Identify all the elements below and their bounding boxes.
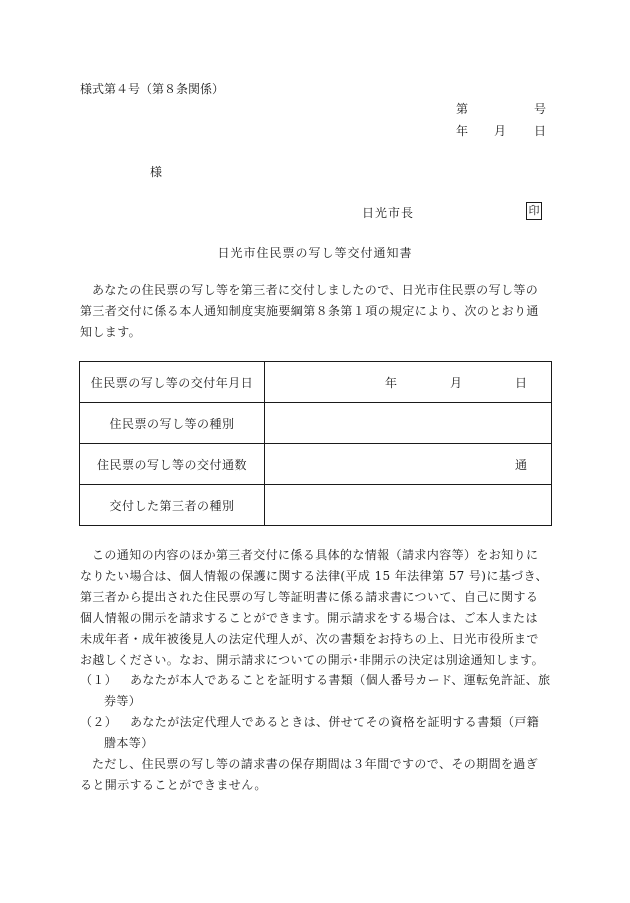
date-day: 日	[534, 124, 547, 138]
table-row	[80, 485, 552, 526]
table-year: 年	[385, 376, 398, 390]
row-value-count	[265, 444, 552, 485]
row-value-issue-date	[265, 362, 552, 403]
intro-line: 知します。	[80, 325, 142, 339]
item-number: （２）	[80, 715, 118, 729]
item-continuation: 券等）	[104, 694, 142, 708]
form-number: 様式第４号（第８条関係）	[80, 82, 225, 96]
document-title: 日光市住民票の写し等交付通知書	[217, 246, 413, 260]
intro-line: あなたの住民票の写し等を第三者に交付しましたので、日光市住民票の写し等の	[92, 283, 539, 297]
row-label-issue-date: 住民票の写し等の交付年月日	[80, 362, 265, 403]
issue-number-suffix: 号	[534, 102, 547, 116]
row-label-type: 住民票の写し等の種別	[80, 403, 265, 444]
intro-line: 第三者交付に係る本人通知制度実施要綱第８条第１項の規定により、次のとおり通	[80, 304, 539, 318]
closing-paragraph	[80, 754, 552, 796]
item-continuation: 謄本等）	[104, 736, 154, 750]
table-row	[80, 362, 552, 403]
body-line: 個人情報の開示を請求することができます。開示請求をする場合は、ご本人または	[80, 611, 538, 625]
intro-paragraph	[80, 280, 552, 343]
seal-mark: 印	[526, 202, 542, 220]
date-month: 月	[494, 124, 507, 138]
item-text: あなたが本人であることを証明する書類（個人番号カード、運転免許証、旅	[130, 673, 551, 687]
disclosure-paragraph	[80, 545, 552, 671]
table-row	[80, 444, 552, 485]
date-year: 年	[456, 124, 469, 138]
body-line: この通知の内容のほか第三者交付に係る具体的な情報（請求内容等）をお知りに	[92, 548, 539, 562]
body-line: 第三者から提出された住民票の写し等証明書に係る請求書について、自己に関する	[80, 590, 539, 604]
table-count-unit: 通	[515, 458, 528, 472]
table-row	[80, 403, 552, 444]
body-line: お越しください。なお、開示請求についての開示･非開示の決定は別途通知します。	[80, 653, 545, 667]
issuer-name: 日光市長	[362, 206, 415, 220]
issue-number-prefix: 第	[456, 102, 469, 116]
closing-line: ると開示することができません。	[80, 778, 267, 792]
item-number: （１）	[80, 673, 118, 687]
row-value-third-party	[265, 485, 552, 526]
addressee: 様	[150, 165, 163, 179]
closing-line: ただし、住民票の写し等の請求書の保存期間は３年間ですので、その期間を過ぎ	[92, 757, 539, 771]
body-line: 未成年者・成年被後見人の法定代理人が、次の書類をお持ちの上、日光市役所まで	[80, 632, 539, 646]
table-day: 日	[515, 376, 528, 390]
notification-table	[79, 361, 552, 526]
item-text: あなたが法定代理人であるときは、併せてその資格を証明する書類（戸籍	[130, 715, 540, 729]
body-line: なりたい場合は、個人情報の保護に関する法律(平成 15 年法律第 57 号)に基づき、	[80, 569, 548, 583]
row-value-type	[265, 403, 552, 444]
table-month: 月	[450, 376, 463, 390]
row-label-third-party: 交付した第三者の種別	[80, 485, 265, 526]
row-label-count: 住民票の写し等の交付通数	[80, 444, 265, 485]
